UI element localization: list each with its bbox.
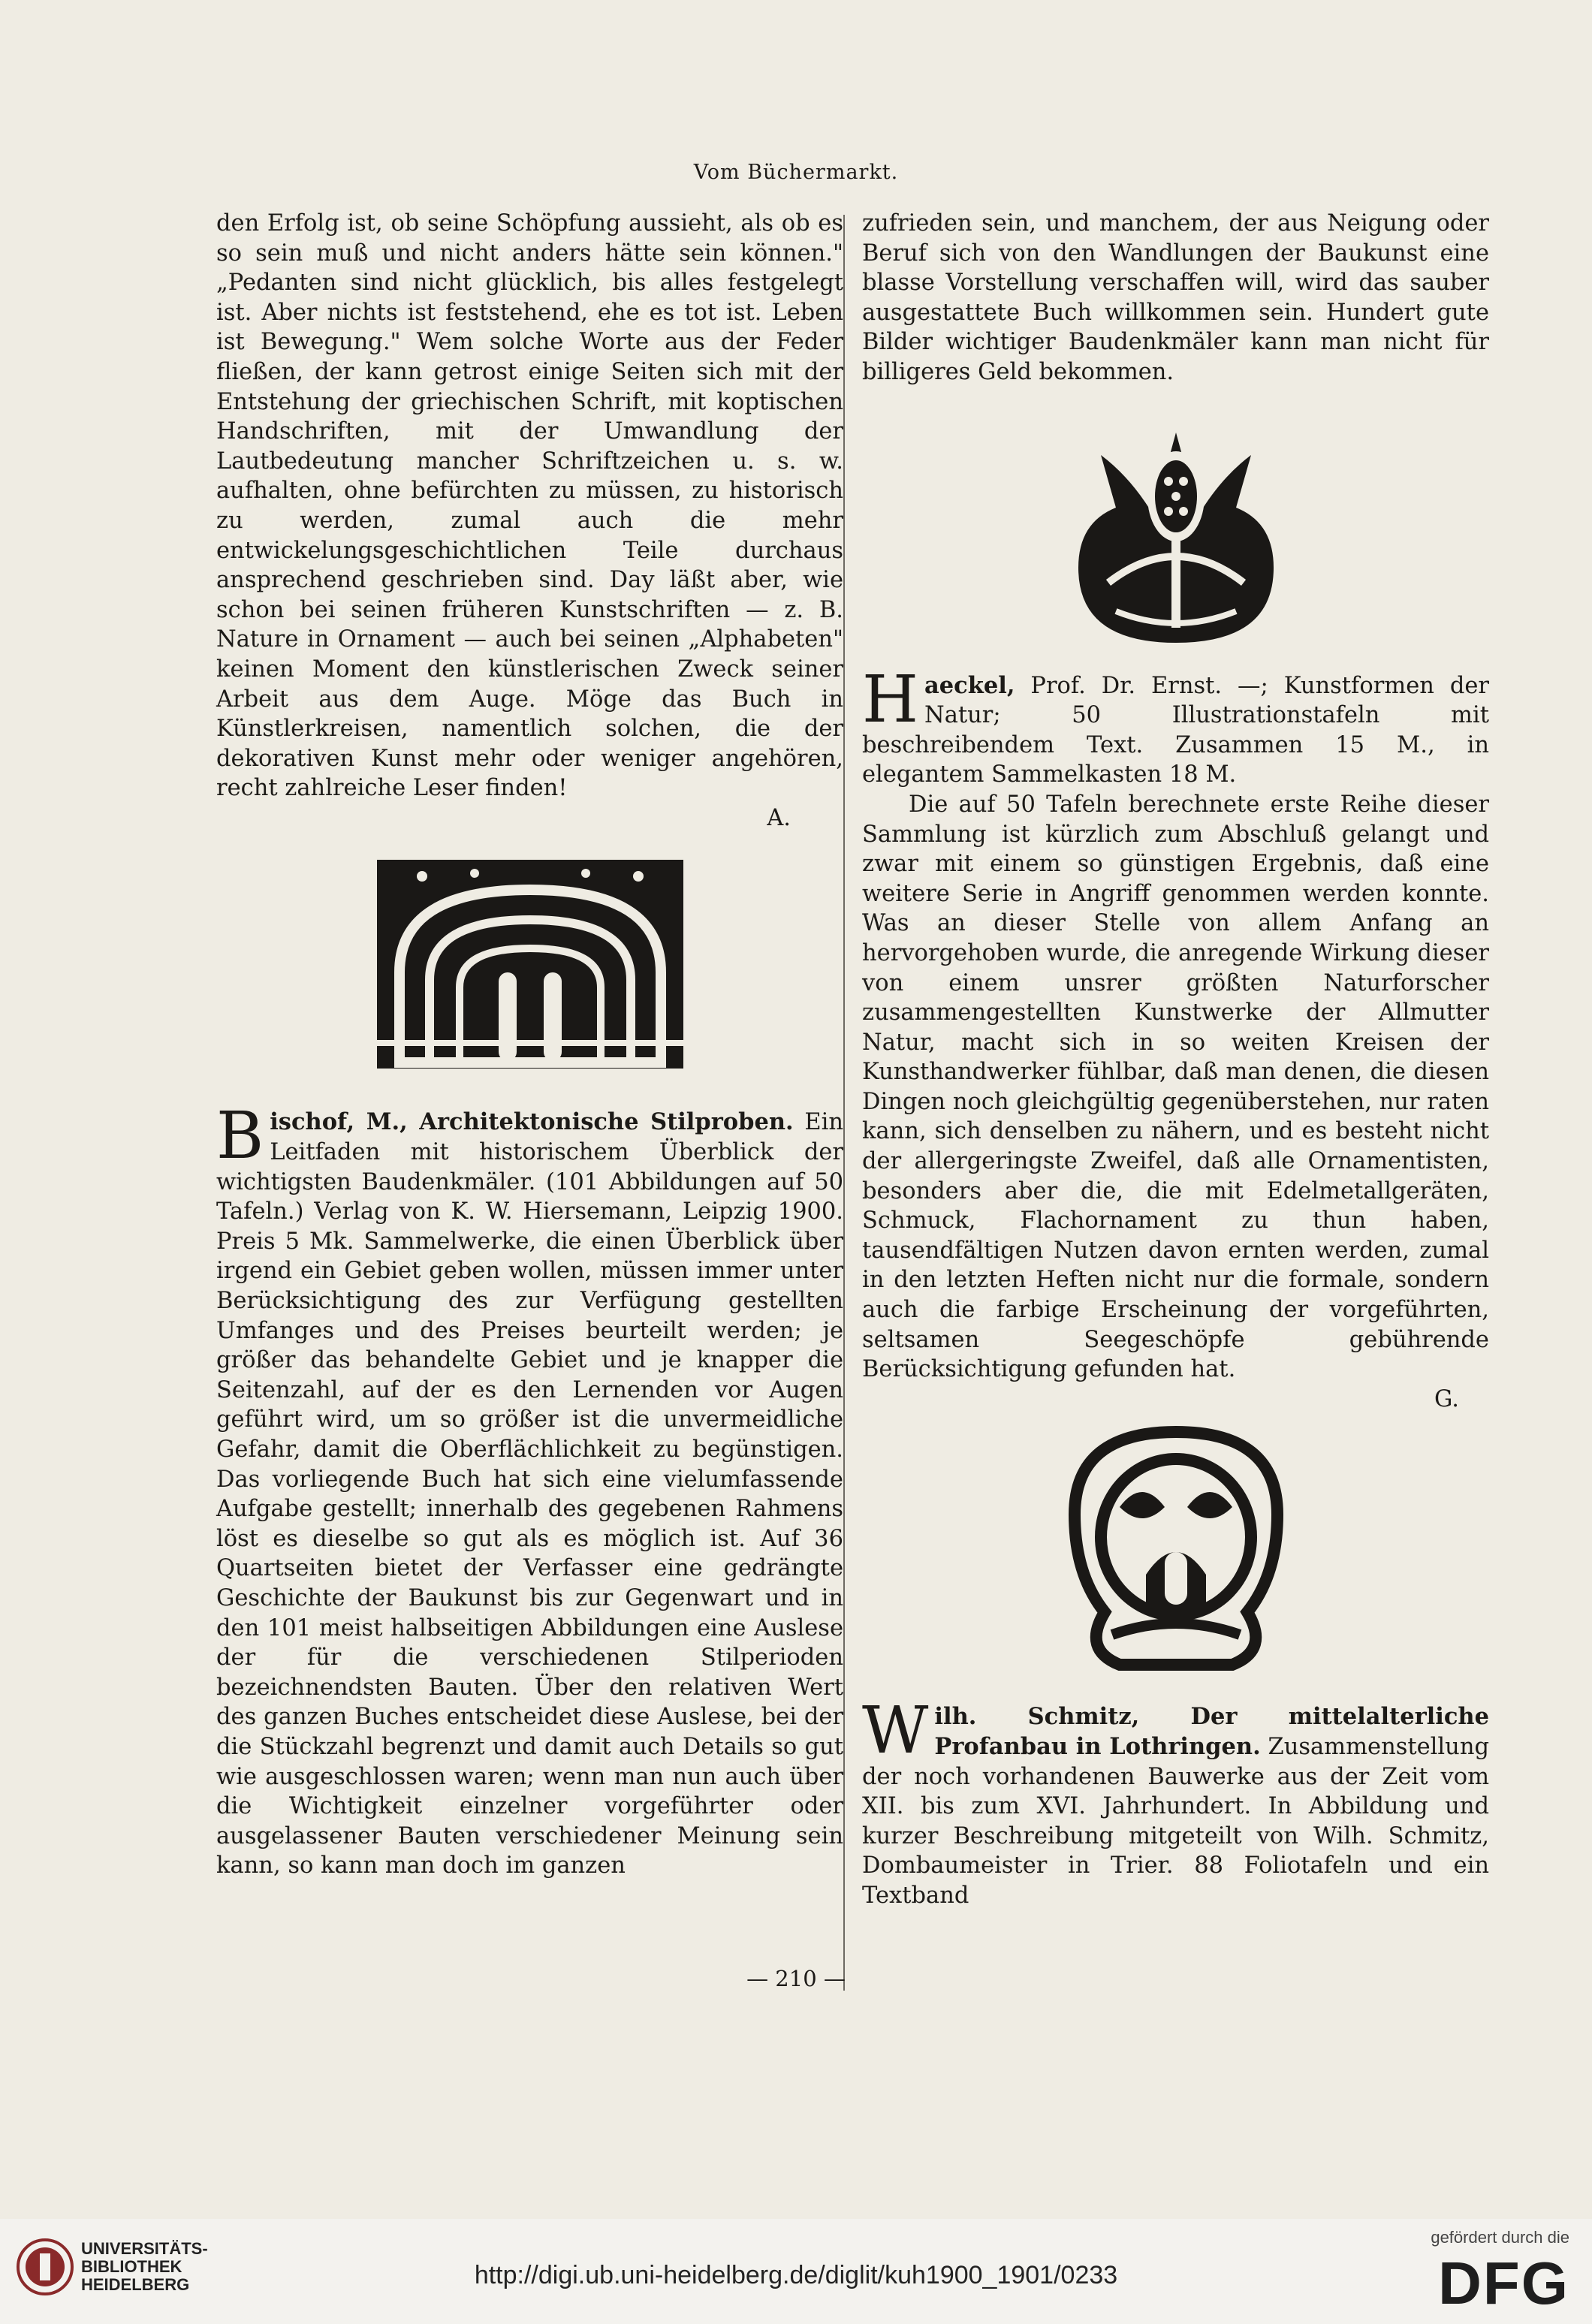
signature-line (216, 803, 843, 833)
dfg-logo: DFG (1438, 2250, 1569, 2316)
right-column (862, 209, 1489, 1911)
thistle-ornament-image (1063, 410, 1289, 649)
ornament-mask (862, 1424, 1489, 1680)
dropcap-w: W (862, 1693, 929, 1769)
review-bischof (216, 1099, 844, 1880)
arch-ornament-image (377, 860, 683, 1069)
dropcap-b: B (216, 1099, 264, 1174)
ornament-arches (216, 860, 843, 1069)
viewer-footer (0, 2219, 1592, 2324)
review-text-haeckel: Die auf 50 Tafeln berechnete erste Reihe dieser Sammlung ist kürzlich zum Abschluß gelangt und zwar mit einem so günstigen Ergebnis, daß eine weitere Serie in Angriff genommen werden konnte. Was an dieser Stelle von allem Anfang an hervorgehoben wurde, die anregende Wirkung dieser von einem unsrer größten Naturforscher zusammengestellten Kunstwerke der Allmutter Natur, macht sich in so weiten Kreisen der Kunsthandwerker fühlbar, daß man denen, die diesen Dingen noch gleichgültig gegenüberstehen, nur raten kann, sich denselben zu nähern, und es besteht nicht der allergeringste Zweifel, daß alle Ornamentisten, besonders aber die, die mit Edelmetallgeräten, Schmuck, Flachornament zu thun haben, tausendfältigen Nutzen davon ernten werden, zumal in den letzten Heften nicht nur die formale, sondern auch die farbige Erscheinung der vorgeführten, seltsamen Seegeschöpfe gebührende Berücksichtigung gefunden hat. (862, 791, 1489, 1383)
running-head: Vom Büchermarkt. (693, 161, 899, 184)
entry-title-haeckel: aeckel, (924, 671, 1015, 699)
left-column (216, 209, 843, 1881)
review-text-bischof-end: zufrieden sein, und manchem, der aus Neigung oder Beruf sich von den Wandlungen der Baukunst eine blasse Vorstellung verschaffen will, wird das sauber ausgestattete Buch willkommen sein. Hundert gute Bilder wichtiger Baudenkmäler kann man nicht für billigeres Geld bekommen. (862, 210, 1489, 385)
permalink-url[interactable]: http://digi.ub.uni-heidelberg.de/diglit/kuh1900_1901/0233 (474, 2261, 1118, 2289)
funded-by-text: gefördert durch die (1431, 2228, 1569, 2247)
mask-ornament-image (1052, 1424, 1300, 1680)
signature-line-2 (862, 1385, 1489, 1415)
entry-title-bischof: ischof, M., Architektonische Stilproben. (270, 1108, 794, 1136)
review-text-day: den Erfolg ist, ob seine Schöpfung aussieht, als ob es so sein muß und nicht anders hätte sein können." „Pedanten sind nicht glücklich, bis alles festgelegt ist. Aber nichts ist feststehend, ehe es tot ist. Leben ist Bewegung." Wem solche Worte aus der Feder fließen, der kann getrost einige Seiten sich mit der Entstehung der griechischen Schrift, mit koptischen Handschriften, mit der Umwandlung der Lautbedeutung mancher Schriftzeichen u. s. w. aufhalten, ohne befürchten zu müssen, zu historisch zu werden, zumal auch die mehr entwickelungsgeschichtlichen Teile durchaus ansprechend geschrieben sind. Day läßt aber, wie schon bei seinen früheren Kunstschriften — z. B. Nature in Ornament — auch bei seinen „Alphabeten" keinen Moment den künstlerischen Zweck seiner Arbeit aus dem Auge. Möge das Buch in Künstlerkreisen, namentlich solchen, die der dekorativen Kunst mehr oder weniger angehören, recht zahlreiche Leser finden! (216, 210, 843, 802)
ornament-thistle (862, 410, 1489, 649)
entry-text-bischof: Ein Leitfaden mit historischem Überblick der wichtigsten Baudenkmäler. (101 Abbildungen auf 50 Tafeln.) Verlag von K. W. Hiersemann, Leipzig 1900. Preis 5 Mk. Sammelwerke, die einen Überblick über irgend ein Gebiet geben wollen, müssen immer unter Berücksichtigung des zur Verfügung gestellten Umfanges und des Preises beurteilt werden; je größer das behandelte Gebiet und je knapper die Seitenzahl, auf der es den Lernenden vor Augen geführt wird, um so größer ist die unvermeidliche Gefahr, damit die Oberflächlichkeit zu begünstigen. Das vorliegende Buch hat sich eine vielumfassende Aufgabe gestellt; innerhalb des gegebenen Rahmens löst es dieselbe so gut als es möglich ist. Auf 36 Quartseiten bietet der Verfasser eine gedrängte Geschichte der Baukunst bis zur Gegenwart und in den 101 meist halbseitigen Abbildungen eine Auslese der für die verschiedenen Stilperioden bezeichnendsten Bauten. Über den relativen Wert des ganzen Buches entscheidet diese Auslese, bei der die Stückzahl begrenzt und damit auch Details so gut wie ausgeschlossen waren; wenn man nun auch über die Wichtigkeit einzelner vorgeführter oder ausgelassener Bauten verschiedener Meinung sein kann, so kann man doch im ganzen (216, 1109, 844, 1879)
institution-name: UNIVERSITÄTS- BIBLIOTHEK HEIDELBERG (81, 2239, 208, 2294)
entry-text-haeckel: Prof. Dr. Ernst. —; Kunstformen der Natur; 50 Illustrationstafeln mit beschreibendem Text. Zusammen 15 M., in elegantem Sammelkasten 18 M. (862, 672, 1489, 788)
entry-text-schmitz: Zusammenstellung der noch vorhandenen Bauwerke aus der Zeit vom XII. bis zum XVI. Jahrhundert. In Abbildung und kurzer Beschreibung mitgeteilt von Wilh. Schmitz, Dombaumeister in Trier. 88 Foliotafeln und ein Textband (862, 1734, 1489, 1909)
review-haeckel (862, 662, 1489, 790)
page-number: — 210 — (746, 1966, 846, 1991)
entry-title-schmitz: ilh. Schmitz, Der mittelalterliche Profanbau in Lothringen. (934, 1703, 1489, 1760)
dropcap-h: H (862, 662, 918, 737)
reviewer-signature-g: G. (1434, 1385, 1459, 1412)
review-schmitz (862, 1693, 1489, 1910)
column-rule (843, 215, 845, 1991)
reviewer-signature: A. (767, 804, 791, 831)
